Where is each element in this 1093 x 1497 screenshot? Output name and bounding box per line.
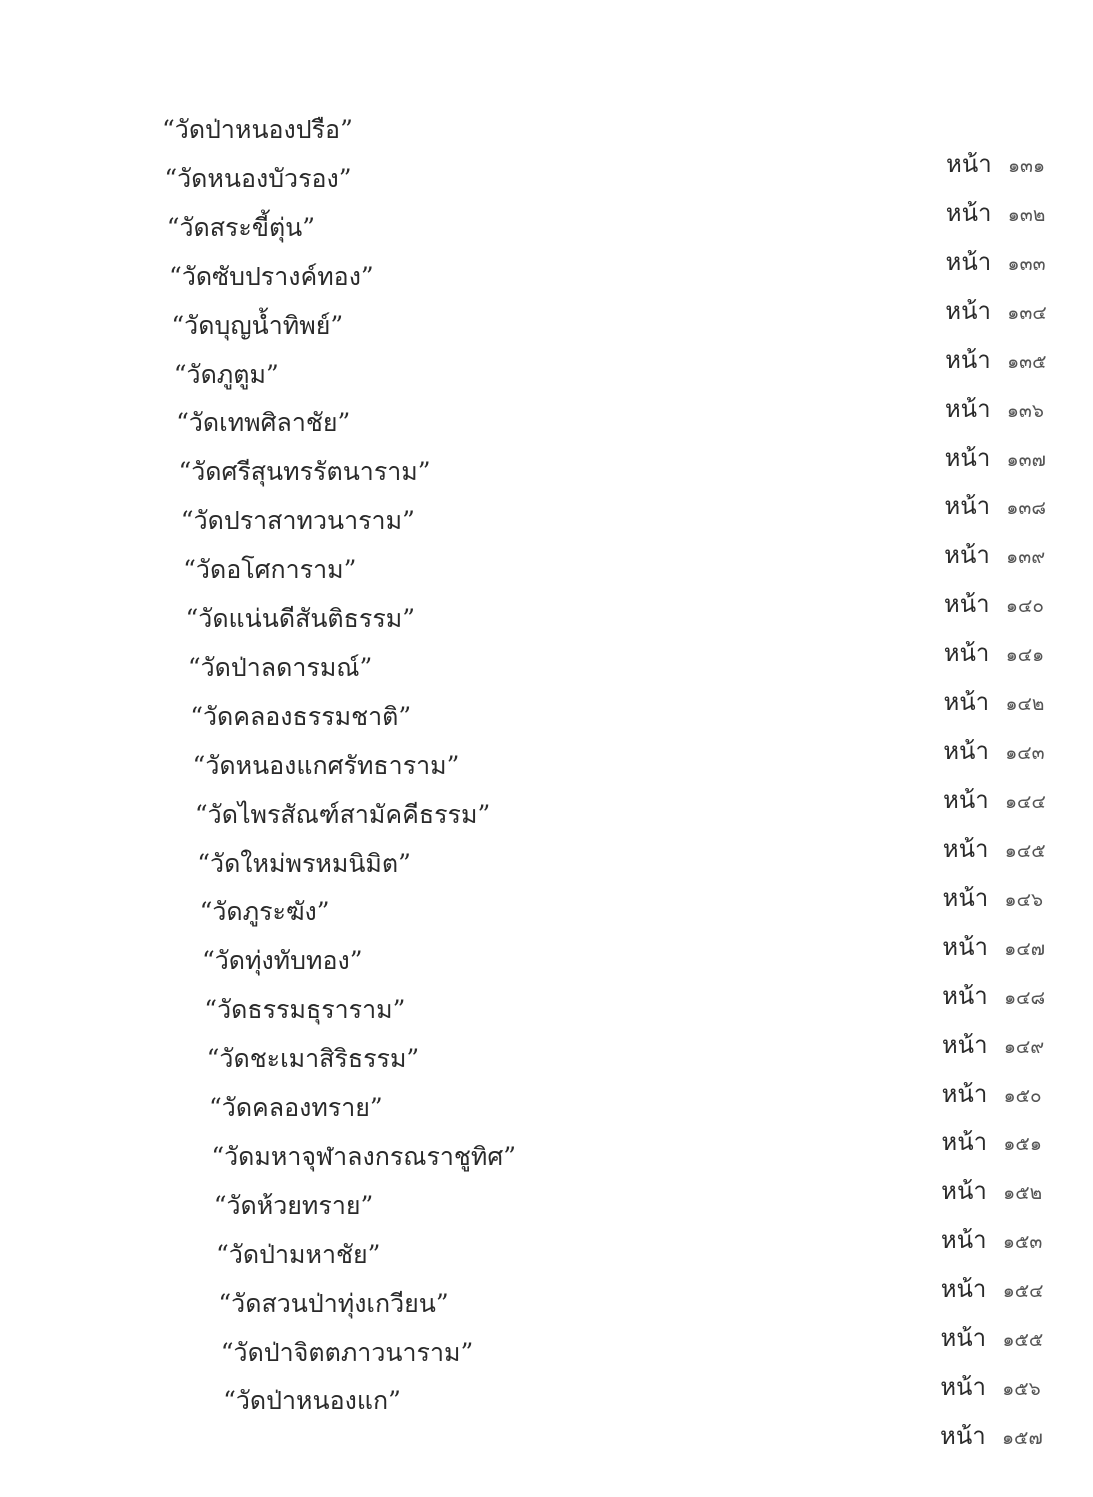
toc-entry-page-ref bbox=[944, 443, 1046, 472]
toc-entry-page-ref bbox=[943, 737, 1045, 766]
page-number: ๑๔๐ bbox=[1005, 595, 1044, 618]
page-label: หน้า bbox=[941, 1079, 988, 1108]
page-number: ๑๕๗ bbox=[1002, 1427, 1043, 1449]
page-label: หน้า bbox=[940, 1226, 987, 1255]
page-label: หน้า bbox=[942, 883, 989, 912]
toc-entry-page-ref bbox=[944, 394, 1044, 423]
toc-entry-page-ref bbox=[940, 1324, 1044, 1353]
toc-entry-name: “วัดทุ่งทับทอง” bbox=[201, 946, 363, 976]
toc-entry-name: “วัดป่าหนองปรือ” bbox=[162, 115, 353, 144]
toc-entry-page-ref bbox=[946, 152, 1045, 176]
page-label: หน้า bbox=[941, 1030, 988, 1059]
toc-entry-page-ref bbox=[944, 492, 1047, 521]
page-label: หน้า bbox=[946, 150, 992, 178]
toc-entry-name: “วัดหนองแกศรัทธาราม” bbox=[192, 750, 460, 780]
page-label: หน้า bbox=[942, 834, 989, 863]
toc-entry-name: “วัดหนองบัวรอง” bbox=[164, 163, 352, 193]
page-label: หน้า bbox=[940, 1324, 987, 1353]
toc-entry-name: “วัดชะเมาสิริธรรม” bbox=[206, 1044, 420, 1074]
page-number: ๑๕๖ bbox=[1002, 1378, 1041, 1401]
page-number: ๑๓๒ bbox=[1007, 203, 1046, 226]
toc-entry-page-ref bbox=[944, 541, 1046, 570]
page-label: หน้า bbox=[945, 198, 992, 227]
page-number: ๑๔๒ bbox=[1005, 693, 1045, 716]
toc-entry-page-ref bbox=[940, 1226, 1043, 1255]
toc-entry-name: “วัดป่าจิตตภาวนาราม” bbox=[220, 1337, 474, 1367]
page-label: หน้า bbox=[940, 1422, 986, 1450]
toc-entry-name: “วัดอโศการาม” bbox=[183, 555, 357, 585]
page-label: หน้า bbox=[945, 345, 991, 374]
toc-entry-page-ref bbox=[945, 345, 1047, 374]
page-number: ๑๓๗ bbox=[1006, 448, 1046, 471]
page-label: หน้า bbox=[940, 1275, 987, 1304]
page-label: หน้า bbox=[944, 394, 991, 423]
toc-entry-name: “วัดใหม่พรหมนิมิต” bbox=[197, 848, 411, 878]
toc-entry-page-ref bbox=[941, 1030, 1045, 1059]
toc-entry-name: “วัดธรรมธุราราม” bbox=[204, 995, 406, 1025]
page-label: หน้า bbox=[944, 492, 991, 521]
toc-entry-page-ref bbox=[943, 788, 1046, 812]
page-number: ๑๔๗ bbox=[1004, 937, 1046, 960]
page-number: ๑๕๒ bbox=[1003, 1182, 1043, 1205]
toc-entry-name: “วัดภูตูม” bbox=[173, 359, 279, 389]
page-label: หน้า bbox=[943, 737, 989, 766]
toc-entry-name: “วัดป่ามหาชัย” bbox=[216, 1239, 381, 1269]
toc-entry-page-ref bbox=[945, 198, 1046, 227]
page-label: หน้า bbox=[941, 1177, 987, 1206]
page-number: ๑๔๔ bbox=[1005, 791, 1046, 813]
toc-entry-page-ref bbox=[943, 590, 1044, 619]
page-number: ๑๔๑ bbox=[1005, 644, 1045, 667]
page-number: ๑๕๑ bbox=[1003, 1133, 1042, 1156]
page-number: ๑๕๕ bbox=[1002, 1329, 1044, 1352]
toc-entry-name: “วัดไพรสัณฑ์สามัคคีธรรม” bbox=[194, 799, 491, 829]
toc-entry-name: “วัดห้วยทราย” bbox=[213, 1190, 374, 1220]
toc-entry-page-ref bbox=[942, 834, 1046, 863]
toc-entry-name: “วัดปราสาทวนาราม” bbox=[180, 506, 415, 536]
toc-entry-name: “วัดแน่นดีสันติธรรม” bbox=[185, 604, 416, 633]
toc-entry-name: “วัดสระขี้ตุ่น” bbox=[166, 212, 316, 242]
toc-entry-page-ref bbox=[945, 247, 1046, 276]
toc-entry-page-ref bbox=[942, 883, 1044, 912]
page-label: หน้า bbox=[944, 443, 991, 472]
toc-entry-name: “วัดบุญน้ำทิพย์” bbox=[171, 310, 344, 340]
page-number: ๑๔๓ bbox=[1005, 742, 1045, 765]
toc-entry-page-ref bbox=[940, 1373, 1041, 1402]
toc-entry-page-ref bbox=[941, 1079, 1042, 1108]
toc-entry-name: “วัดมหาจุฬาลงกรณราชูทิศ” bbox=[211, 1141, 517, 1171]
toc-entry-page-ref bbox=[945, 296, 1047, 325]
page-label: หน้า bbox=[942, 981, 988, 1010]
page-label: หน้า bbox=[943, 590, 990, 619]
page-number: ๑๔๙ bbox=[1003, 1035, 1045, 1058]
page-number: ๑๓๕ bbox=[1007, 350, 1047, 373]
toc-entry-page-ref bbox=[942, 932, 1046, 961]
page-number: ๑๔๖ bbox=[1004, 888, 1044, 911]
page-number: ๑๕๔ bbox=[1002, 1280, 1044, 1303]
toc-entry-page-ref bbox=[941, 1177, 1043, 1206]
page-label: หน้า bbox=[941, 1128, 988, 1157]
toc-entry-page-ref bbox=[943, 639, 1045, 668]
page-label: หน้า bbox=[940, 1373, 986, 1402]
toc-entry-page-ref bbox=[940, 1275, 1044, 1304]
page-number: ๑๓๑ bbox=[1008, 155, 1046, 177]
toc-entry-page-ref bbox=[941, 1128, 1042, 1157]
toc-entry-page-ref bbox=[942, 981, 1046, 1010]
page-label: หน้า bbox=[943, 639, 990, 668]
toc-entry-name: “วัดศรีสุนทรรัตนาราม” bbox=[178, 457, 431, 487]
page-label: หน้า bbox=[942, 932, 988, 961]
toc-entry-name: “วัดคลองทราย” bbox=[209, 1093, 383, 1122]
toc-entry-name: “วัดคลองธรรมชาติ” bbox=[190, 701, 412, 731]
toc-entry-name: “วัดป่าลดารมณ์” bbox=[187, 652, 373, 682]
page-number: ๑๕๓ bbox=[1002, 1231, 1043, 1254]
page-label: หน้า bbox=[943, 688, 990, 717]
page-number: ๑๓๖ bbox=[1006, 399, 1044, 422]
toc-entry-page-ref bbox=[943, 688, 1045, 717]
page-label: หน้า bbox=[945, 247, 992, 276]
page-number: ๑๓๓ bbox=[1007, 252, 1046, 275]
toc-entry-name: “วัดสวนป่าทุ่งเกวียน” bbox=[218, 1288, 449, 1318]
page-label: หน้า bbox=[944, 541, 990, 570]
page-label: หน้า bbox=[943, 786, 989, 814]
page-number: ๑๓๙ bbox=[1006, 546, 1046, 569]
page-number: ๑๔๘ bbox=[1004, 986, 1046, 1009]
toc-entry-page-ref bbox=[940, 1424, 1043, 1448]
toc-entry-name: “วัดเทพศิลาชัย” bbox=[176, 408, 351, 438]
page-number: ๑๓๔ bbox=[1007, 301, 1047, 324]
toc-entry-name: “วัดภูระฆัง” bbox=[199, 897, 330, 927]
toc-entry-name: “วัดซับปรางค์ทอง” bbox=[169, 261, 374, 291]
page-label: หน้า bbox=[945, 296, 991, 325]
toc-entry-name: “วัดป่าหนองแก” bbox=[223, 1386, 401, 1416]
page-number: ๑๔๕ bbox=[1004, 839, 1046, 862]
page-number: ๑๕๐ bbox=[1003, 1084, 1042, 1107]
page-number: ๑๓๘ bbox=[1006, 497, 1047, 520]
